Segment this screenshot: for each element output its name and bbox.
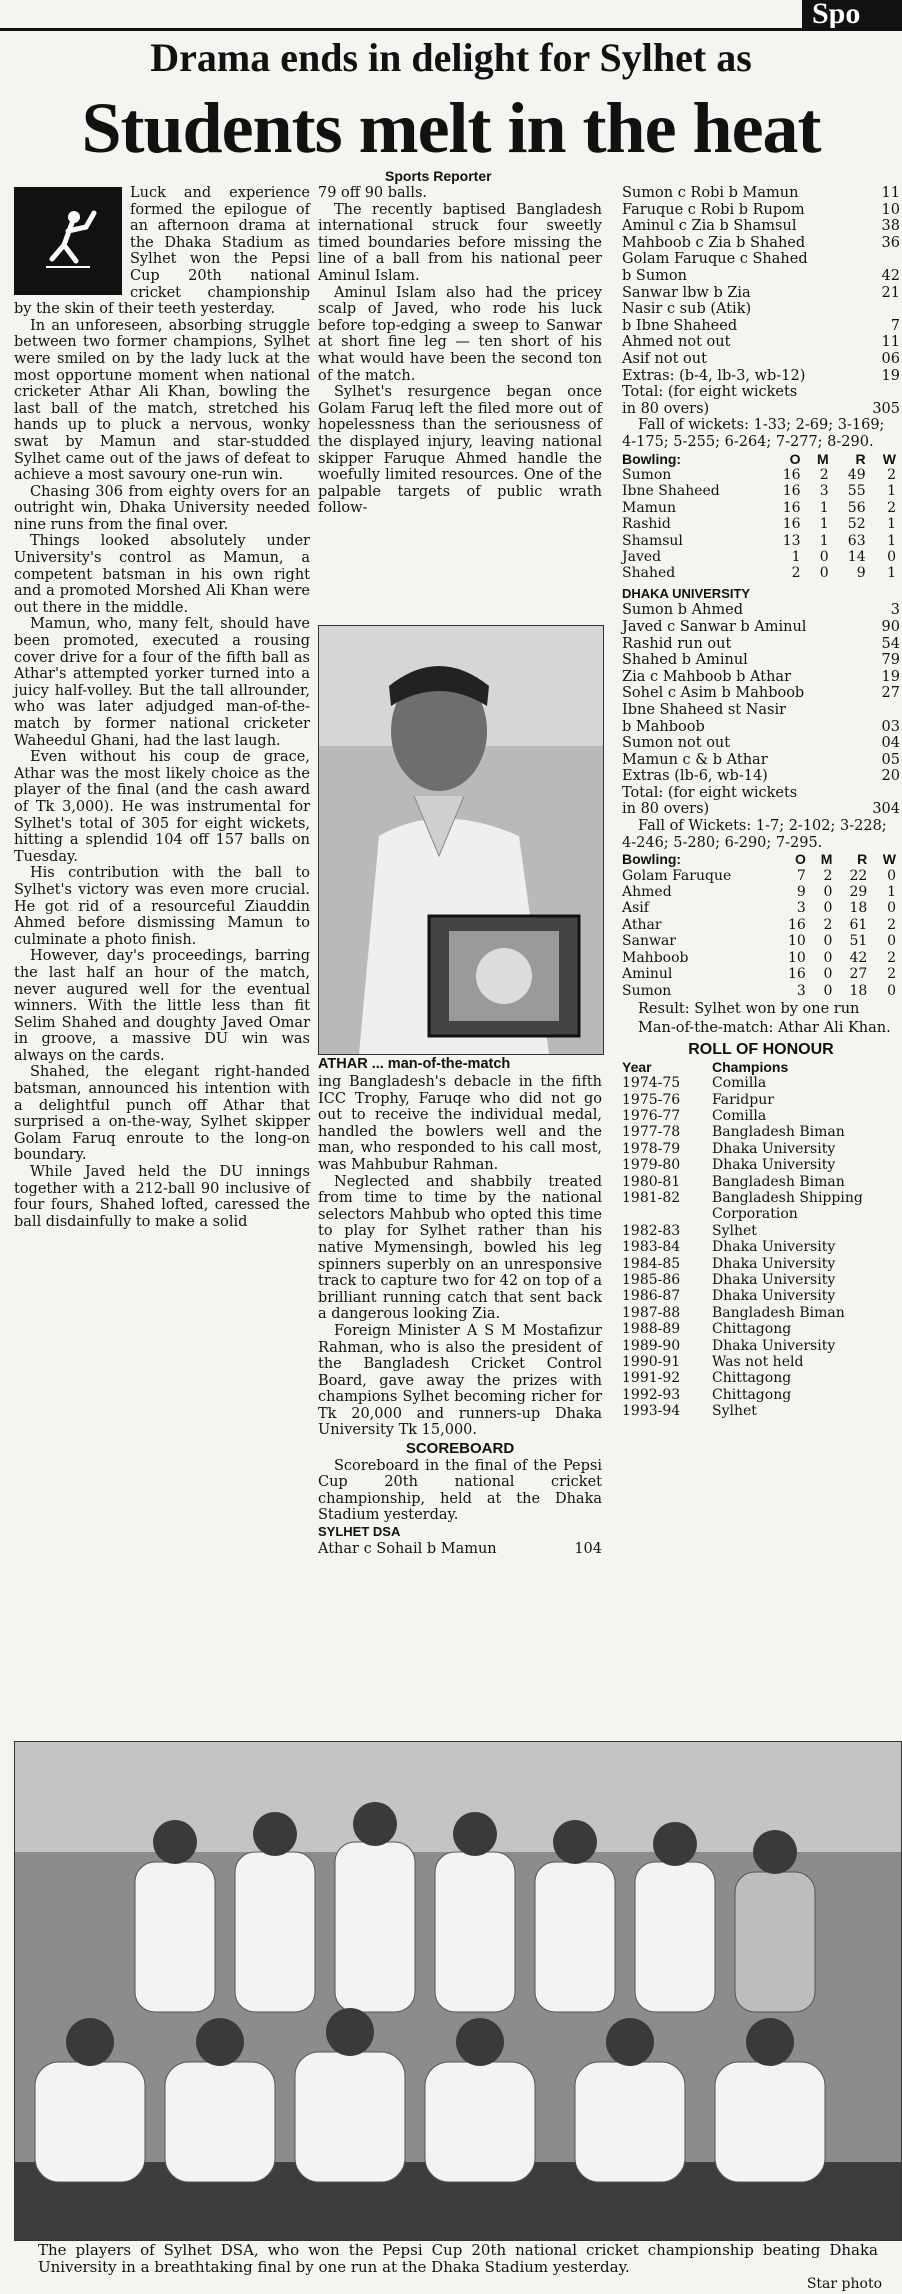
year-cell: 1988-89	[622, 1321, 681, 1338]
maidens: 0	[823, 982, 833, 999]
batsman: Rashid run out	[622, 635, 732, 652]
batsman: Sumon b Ahmed	[622, 602, 744, 619]
year-cell: 1983-84	[622, 1239, 681, 1256]
runs: 3	[890, 602, 900, 619]
batsman: b Mahboob	[622, 718, 705, 735]
table-row	[622, 868, 900, 884]
batsman: Sumon c Robi b Mamun	[622, 185, 799, 201]
champion-cell: Bangladesh Biman	[712, 1124, 845, 1141]
runs: 36	[881, 234, 900, 251]
batsman: Ahmed not out	[622, 334, 731, 351]
champion-cell: Comilla	[712, 1107, 767, 1124]
bowler: Aminul	[622, 966, 673, 983]
overs: 9	[796, 884, 806, 901]
runs: 29	[849, 884, 868, 901]
runs: 05	[881, 751, 900, 768]
overs: 1	[791, 548, 801, 565]
wickets: 2	[887, 916, 896, 933]
maidens: 0	[819, 565, 829, 582]
runs: 90	[881, 618, 900, 635]
team-heading: DHAKA UNIVERSITY	[622, 585, 751, 601]
runs: 10	[881, 201, 900, 218]
batting-row	[622, 251, 900, 268]
year-cell: 1985-86	[622, 1271, 681, 1288]
year-cell: 1979-80	[622, 1157, 681, 1174]
main-headline: Students melt in the heat	[81, 88, 821, 168]
maidens-header: M	[820, 851, 833, 868]
byline: Sports Reporter	[385, 168, 492, 184]
year-cell: 1987-88	[622, 1304, 681, 1321]
article-column-2-continued	[318, 1074, 602, 1557]
batting-row	[318, 1541, 602, 1558]
wickets: 1	[887, 884, 896, 901]
bowling-header: Bowling:	[622, 450, 682, 467]
batting-row	[622, 785, 900, 802]
table-row	[622, 533, 900, 549]
year-cell: 1975-76	[622, 1091, 681, 1108]
runs: 18	[849, 900, 868, 917]
batting-row	[622, 268, 900, 285]
batsman: Extras (lb-6, wb-14)	[622, 768, 768, 785]
batsman: Sohel c Asim b Mahboob	[622, 685, 805, 702]
table-row	[622, 1321, 900, 1337]
caption-text: ATHAR ... man-of-the-match	[318, 1056, 511, 1072]
year-cell: 1984-85	[622, 1255, 681, 1272]
batsman: Sumon not out	[622, 735, 731, 752]
runs: 51	[849, 933, 868, 950]
runs: 19	[881, 668, 900, 685]
champion-cell: Dhaka University	[712, 1337, 836, 1354]
runs: 19	[881, 367, 900, 384]
bowler: Shamsul	[622, 532, 683, 549]
maidens: 3	[819, 483, 829, 500]
runs: 9	[856, 565, 866, 582]
champion-cell: Comilla	[712, 1075, 767, 1092]
fall-of-wickets: Fall of Wickets: 1-7; 2-102; 3-228; 4-246; 5-280; 6-290; 7-295.	[622, 818, 887, 851]
runs: 27	[881, 685, 900, 702]
maidens: 0	[823, 966, 833, 983]
year-cell: 1981-82	[622, 1189, 681, 1206]
champion-cell: Chittagong	[712, 1321, 792, 1338]
batting-row	[622, 669, 900, 686]
table-row	[622, 1354, 900, 1370]
champions-header: Champions	[712, 1058, 789, 1075]
wickets: 2	[887, 499, 896, 516]
athar-portrait-photo	[318, 625, 604, 1055]
table-row	[622, 1124, 900, 1140]
batting-row	[622, 384, 900, 401]
overs: 3	[796, 900, 806, 917]
runs: 305	[872, 400, 900, 417]
batting-row	[622, 351, 900, 368]
runs: 7	[890, 317, 900, 334]
maidens: 0	[823, 933, 833, 950]
overs: 2	[791, 565, 801, 582]
batsman: Aminul c Zia b Shamsul	[622, 218, 797, 235]
roll-of-honour-heading: ROLL OF HONOUR	[688, 1041, 834, 1059]
champion-cell: Was not held	[712, 1354, 804, 1370]
batsman: in 80 overs)	[622, 400, 710, 417]
man-of-the-match-line: Man-of-the-match: Athar Ali Khan.	[638, 1019, 891, 1036]
roll-of-honour-table	[622, 1059, 900, 1420]
wickets: 0	[887, 933, 896, 950]
champion-cell: Chittagong	[712, 1386, 792, 1403]
table-row	[622, 917, 900, 933]
batting-row	[622, 285, 900, 302]
runs: 27	[849, 966, 868, 983]
table-row	[622, 933, 900, 949]
table-row	[622, 467, 900, 483]
paragraph: In an unforeseen, absorbing struggle between two former champions, Sylhet were smiled on by the lady luck at the most opportune moment when national cricketer Athar Ali Khan, bowling the last ball of the match, stretched his hands up to pluck a nervous, wonky swat by Mamun and star-studded Sylhet came out of the jaws of defeat to achieve a most savoury one-run win.	[14, 317, 310, 484]
champion-cell: Dhaka University	[712, 1271, 836, 1288]
year-cell: 1992-93	[622, 1386, 681, 1403]
table-row	[622, 884, 900, 900]
bowler: Javed	[622, 548, 662, 565]
overs: 16	[788, 966, 806, 983]
bowler: Sumon	[622, 466, 672, 483]
batting-row	[622, 318, 900, 335]
runs: 63	[847, 532, 866, 549]
scoreboard-heading: SCOREBOARD	[405, 1440, 515, 1458]
batsman: Zia c Mahboob b Athar	[622, 668, 792, 685]
batting-row	[622, 202, 900, 219]
wickets: 1	[887, 516, 896, 533]
paragraph: Foreign Minister A S M Mostafizur Rahman, who is also the president of the Bangladesh Cricket Control Board, gave away the prizes with champions Sylhet becoming richer for Tk 20,000 and runners-up Dhaka University Tk 15,000.	[318, 1322, 602, 1439]
sylhet-team-photo	[14, 1741, 902, 2241]
batting-row	[622, 185, 900, 202]
runs: 11	[881, 334, 900, 351]
paragraph: Neglected and shabbily treated from time to time by the national selectors Mahbub who opted this time to play for Sylhet rather than his native Mymensingh, bowled his leg spinners superbly on an unresponsive track to capture two for 42 on top of a brilliant running catch that sent back a dangerous looking Zia.	[318, 1173, 602, 1323]
table-row	[622, 1403, 900, 1419]
batting-row	[622, 602, 900, 619]
batting-row	[622, 235, 900, 252]
runs: 61	[849, 916, 868, 933]
champion-cell: Chittagong	[712, 1370, 792, 1387]
batsman: in 80 overs)	[622, 801, 710, 818]
maidens: 2	[823, 867, 833, 884]
runs: 54	[881, 635, 900, 652]
du-batting	[622, 602, 900, 818]
runs: 18	[849, 982, 868, 999]
batsman: Total: (for eight wickets	[622, 784, 798, 801]
overs: 13	[782, 532, 801, 549]
cricket-batsman-icon	[14, 187, 122, 295]
runs: 21	[881, 284, 900, 301]
table-row	[622, 1272, 900, 1288]
paragraph: Things looked absolutely under University's control as Mamun, a competent batsman in his own right and a promoted Morshed Ali Khan were out there in the middle.	[14, 533, 310, 616]
overs: 3	[796, 982, 806, 999]
year-cell: 1993-94	[622, 1403, 681, 1420]
champion-cell: Faridpur	[712, 1091, 774, 1108]
photo-credit: Star photo	[806, 2276, 882, 2292]
batting-row	[622, 301, 900, 318]
table-row	[622, 500, 900, 516]
runs-header: R	[857, 851, 868, 868]
year-cell: 1977-78	[622, 1124, 681, 1141]
year-cell: 1989-90	[622, 1337, 681, 1354]
batting-row	[622, 636, 900, 653]
runs: 49	[847, 466, 866, 483]
batsman: Faruque c Robi b Rupom	[622, 201, 805, 218]
wickets: 0	[887, 548, 896, 565]
sylhet-bowling-table	[622, 851, 900, 999]
table-row	[622, 900, 900, 916]
maidens: 1	[819, 499, 829, 516]
result-line: Result: Sylhet won by one run	[638, 1000, 860, 1017]
bowler: Mahboob	[622, 949, 689, 966]
batsman: Extras: (b-4, lb-3, wb-12)	[622, 367, 806, 384]
runs: 55	[847, 483, 866, 500]
wickets: 2	[887, 949, 896, 966]
paragraph: Luck and experience formed the epilogue of an afternoon drama at the Dhaka Stadium as Sylhet won the Pepsi Cup 20th national cricket championship by the skin of their teeth yesterday.	[14, 185, 310, 318]
batting-row	[622, 768, 900, 785]
wickets-header: W	[882, 450, 896, 467]
paragraph: Aminul Islam also had the pricey scalp of Javed, who rode his luck before top-edging a sweep to Sanwar at short fine leg — ten short of his what would have been the second ton of the match.	[318, 284, 602, 384]
table-row	[622, 1288, 900, 1304]
table-row	[622, 516, 900, 532]
table-row	[622, 966, 900, 982]
batting-row	[622, 719, 900, 736]
batsman: Ibne Shaheed st Nasir	[622, 701, 787, 718]
maidens: 2	[819, 466, 829, 483]
champion-cell: Dhaka University	[712, 1140, 836, 1157]
table-row	[622, 1305, 900, 1321]
year-cell: 1978-79	[622, 1140, 681, 1157]
wickets: 1	[887, 532, 896, 549]
table-row	[622, 983, 900, 999]
table-row	[622, 950, 900, 966]
bowler: Asif	[622, 900, 649, 917]
paragraph: ing Bangladesh's debacle in the fifth ICC Trophy, Faruqe who did not go out to receive the individual medal, handled the bowlers well and the man, who responded to his call most, was Mahbubur Rahman.	[318, 1074, 602, 1173]
maidens: 0	[819, 548, 829, 565]
overs: 16	[782, 466, 801, 483]
year-header: Year	[622, 1058, 652, 1075]
scoreboard-intro: Scoreboard in the final of the Pepsi Cup 20th national cricket championship, held at the Dhaka Stadium yesterday.	[318, 1457, 602, 1524]
maidens: 0	[823, 900, 833, 917]
paragraph: His contribution with the ball to Sylhet's victory was even more crucial. He got rid of a resourceful Ziauddin Ahmed before dismissing Mamun to culminate a photo finish.	[14, 865, 310, 948]
section-tab: Spo	[802, 0, 902, 28]
runs: 79	[881, 652, 900, 669]
batsman: Mamun c & b Athar	[622, 751, 768, 768]
batting-row	[622, 752, 900, 769]
maidens: 1	[819, 516, 829, 533]
wickets: 0	[887, 867, 896, 884]
batting-row	[622, 619, 900, 636]
maidens-header: M	[817, 450, 829, 467]
table-row	[622, 1141, 900, 1157]
champion-cell: Sylhet	[712, 1403, 757, 1420]
paragraph: Shahed, the elegant right-handed batsman, announced his intention with a delightful punch off Athar that surprised a on-the-way, Sylhet skipper Golam Faruq enroute to the long-on boundary.	[14, 1064, 310, 1164]
table-row	[622, 1108, 900, 1124]
overs-header: O	[794, 851, 806, 868]
overs: 7	[796, 867, 806, 884]
bowler: Sanwar	[622, 933, 676, 950]
runs: 52	[847, 516, 866, 533]
runs: 38	[881, 218, 900, 235]
wickets: 1	[887, 565, 896, 582]
overs-header: O	[789, 450, 801, 467]
runs: 03	[881, 718, 900, 735]
bowler: Mamun	[622, 499, 676, 516]
champion-cell: Dhaka University	[712, 1157, 836, 1174]
maidens: 0	[823, 949, 833, 966]
runs: 42	[849, 949, 868, 966]
champion-cell: Bangladesh Biman	[712, 1173, 845, 1190]
batsman: Nasir c sub (Atik)	[622, 301, 752, 318]
batsman: Javed c Sanwar b Aminul	[622, 618, 807, 635]
paragraph: Sylhet's resurgence began once Golam Faruq left the filed more out of hopelessness than the seriousness of the displayed injury, leaving national skipper Faruque Ahmed handle the woefully limited resources. One of the palpable targets of public wrath follow-	[318, 384, 602, 517]
table-row	[622, 1075, 900, 1091]
top-rule	[0, 28, 902, 31]
table-row	[622, 483, 900, 499]
year-cell: 1991-92	[622, 1370, 681, 1387]
overs: 10	[788, 949, 806, 966]
bowler: Shahed	[622, 565, 676, 582]
team-photo-caption: The players of Sylhet DSA, who won the Pepsi Cup 20th national cricket championship beating Dhaka University in a breathtaking final by one run at the Dhaka Stadium yesterday.	[38, 2241, 878, 2276]
maidens: 1	[819, 532, 829, 549]
paragraph: Mamun, who, many felt, should have been promoted, executed a rousing cover drive for a four of the fifth ball as Athar's attempted yorker turned into a juicy half-volley. But the tall allrounder, who was later adjudged man-of-the-match by former national cricketer Waheedul Ghani, had the last laugh.	[14, 616, 310, 749]
du-bowling-table	[622, 451, 900, 582]
wickets: 1	[887, 483, 896, 500]
bowler: Ahmed	[622, 884, 672, 901]
runs: 06	[881, 350, 900, 367]
batsman: Athar c Sohail b Mamun	[318, 1540, 497, 1557]
wickets-header: W	[882, 851, 896, 868]
table-row	[622, 1239, 900, 1255]
runs: 56	[847, 499, 866, 516]
batting-row	[622, 334, 900, 351]
batting-row	[622, 801, 900, 818]
table-row	[622, 1338, 900, 1354]
runs: 22	[849, 867, 868, 884]
runs: 104	[574, 1540, 602, 1557]
year-cell: 1982-83	[622, 1222, 681, 1239]
batting-row	[622, 685, 900, 702]
scoreboard-column	[622, 185, 900, 1420]
champion-cell: Dhaka University	[712, 1255, 836, 1272]
table-row	[622, 1092, 900, 1108]
year-cell: 1986-87	[622, 1288, 681, 1305]
champion-cell: Bangladesh Shipping Corporation	[712, 1189, 863, 1223]
batting-row	[622, 652, 900, 669]
paragraph: Chasing 306 from eighty overs for an outright win, Dhaka University needed nine runs from the final over.	[14, 483, 310, 533]
runs: 11	[881, 185, 900, 201]
batting-row	[622, 218, 900, 235]
runs-header: R	[855, 450, 866, 467]
champion-cell: Bangladesh Biman	[712, 1304, 845, 1321]
champion-cell: Sylhet	[712, 1222, 757, 1239]
team-heading: SYLHET DSA	[318, 1524, 401, 1540]
table-row	[622, 1256, 900, 1272]
batting-row	[622, 401, 900, 418]
overs: 16	[782, 499, 801, 516]
kicker-headline: Drama ends in delight for Sylhet as	[150, 35, 752, 80]
year-cell: 1990-91	[622, 1354, 681, 1370]
wickets: 2	[887, 966, 896, 983]
runs: 42	[881, 267, 900, 284]
batting-row	[622, 368, 900, 385]
batsman: Total: (for eight wickets	[622, 384, 798, 401]
batsman: Mahboob c Zia b Shahed	[622, 234, 806, 251]
overs: 16	[782, 516, 801, 533]
wickets: 0	[887, 900, 896, 917]
bowler: Golam Faruque	[622, 867, 732, 884]
paragraph: However, day's proceedings, barring the last half an hour of the match, never augured well for the eventual winners. With the little less than fit Selim Shahed and doughty Javed Omar in groove, a massive DU win was always on the cards.	[14, 948, 310, 1064]
overs: 16	[788, 916, 806, 933]
table-row	[622, 1370, 900, 1386]
year-cell: 1974-75	[622, 1075, 681, 1092]
table-row	[622, 1157, 900, 1173]
runs: 04	[881, 735, 900, 752]
table-row	[622, 1223, 900, 1239]
runs: 304	[872, 801, 900, 818]
year-cell: 1976-77	[622, 1107, 681, 1124]
table-row	[622, 549, 900, 565]
bowler: Athar	[622, 916, 662, 933]
batsman: b Ibne Shaheed	[622, 317, 738, 334]
batsman: Shahed b Aminul	[622, 652, 748, 669]
overs: 16	[782, 483, 801, 500]
batsman: Golam Faruque c Shahed	[622, 251, 808, 268]
wickets: 2	[887, 466, 896, 483]
article-column-1	[14, 185, 310, 1230]
bowler: Ibne Shaheed	[622, 483, 720, 500]
paragraph: The recently baptised Bangladesh international struck four sweetly timed boundaries before missing the line of a ball from his national peer Aminul Islam.	[318, 201, 602, 284]
maidens: 2	[823, 916, 833, 933]
runs: 20	[881, 768, 900, 785]
wickets: 0	[887, 982, 896, 999]
bowler: Sumon	[622, 982, 672, 999]
champion-cell: Dhaka University	[712, 1288, 836, 1305]
champion-cell: Dhaka University	[712, 1239, 836, 1256]
table-row	[622, 565, 900, 581]
table-row	[622, 1190, 900, 1223]
batsman: Sanwar lbw b Zia	[622, 284, 751, 301]
batsman: Asif not out	[622, 350, 707, 367]
overs: 10	[788, 933, 806, 950]
photo-caption	[318, 1056, 602, 1073]
year-cell: 1980-81	[622, 1173, 681, 1190]
paragraph: While Javed held the DU innings together with a 212-ball 90 inclusive of four fours, Shahed lofted, caressed the ball disdainfully to make a solid	[14, 1164, 310, 1230]
paragraph: 79 off 90 balls.	[318, 185, 428, 201]
table-row	[622, 1174, 900, 1190]
fall-of-wickets: Fall of wickets: 1-33; 2-69; 3-169; 4-175; 5-255; 6-264; 7-277; 8-290.	[622, 417, 885, 450]
table-row	[622, 1387, 900, 1403]
batsman: b Sumon	[622, 267, 687, 284]
bowler: Rashid	[622, 516, 671, 533]
batting-row	[622, 735, 900, 752]
batting-row	[622, 702, 900, 719]
article-column-2	[318, 185, 602, 517]
maidens: 0	[823, 884, 833, 901]
bowling-header: Bowling:	[622, 851, 682, 868]
paragraph: Even without his coup de grace, Athar was the most likely choice as the player of the final (and the cash award of Tk 3,000). He was instrumental for Sylhet's total of 305 for eight wickets, hitting a splendid 104 off 157 balls on Tuesday.	[14, 749, 310, 865]
sylhet-batting	[622, 185, 900, 417]
runs: 14	[847, 548, 866, 565]
